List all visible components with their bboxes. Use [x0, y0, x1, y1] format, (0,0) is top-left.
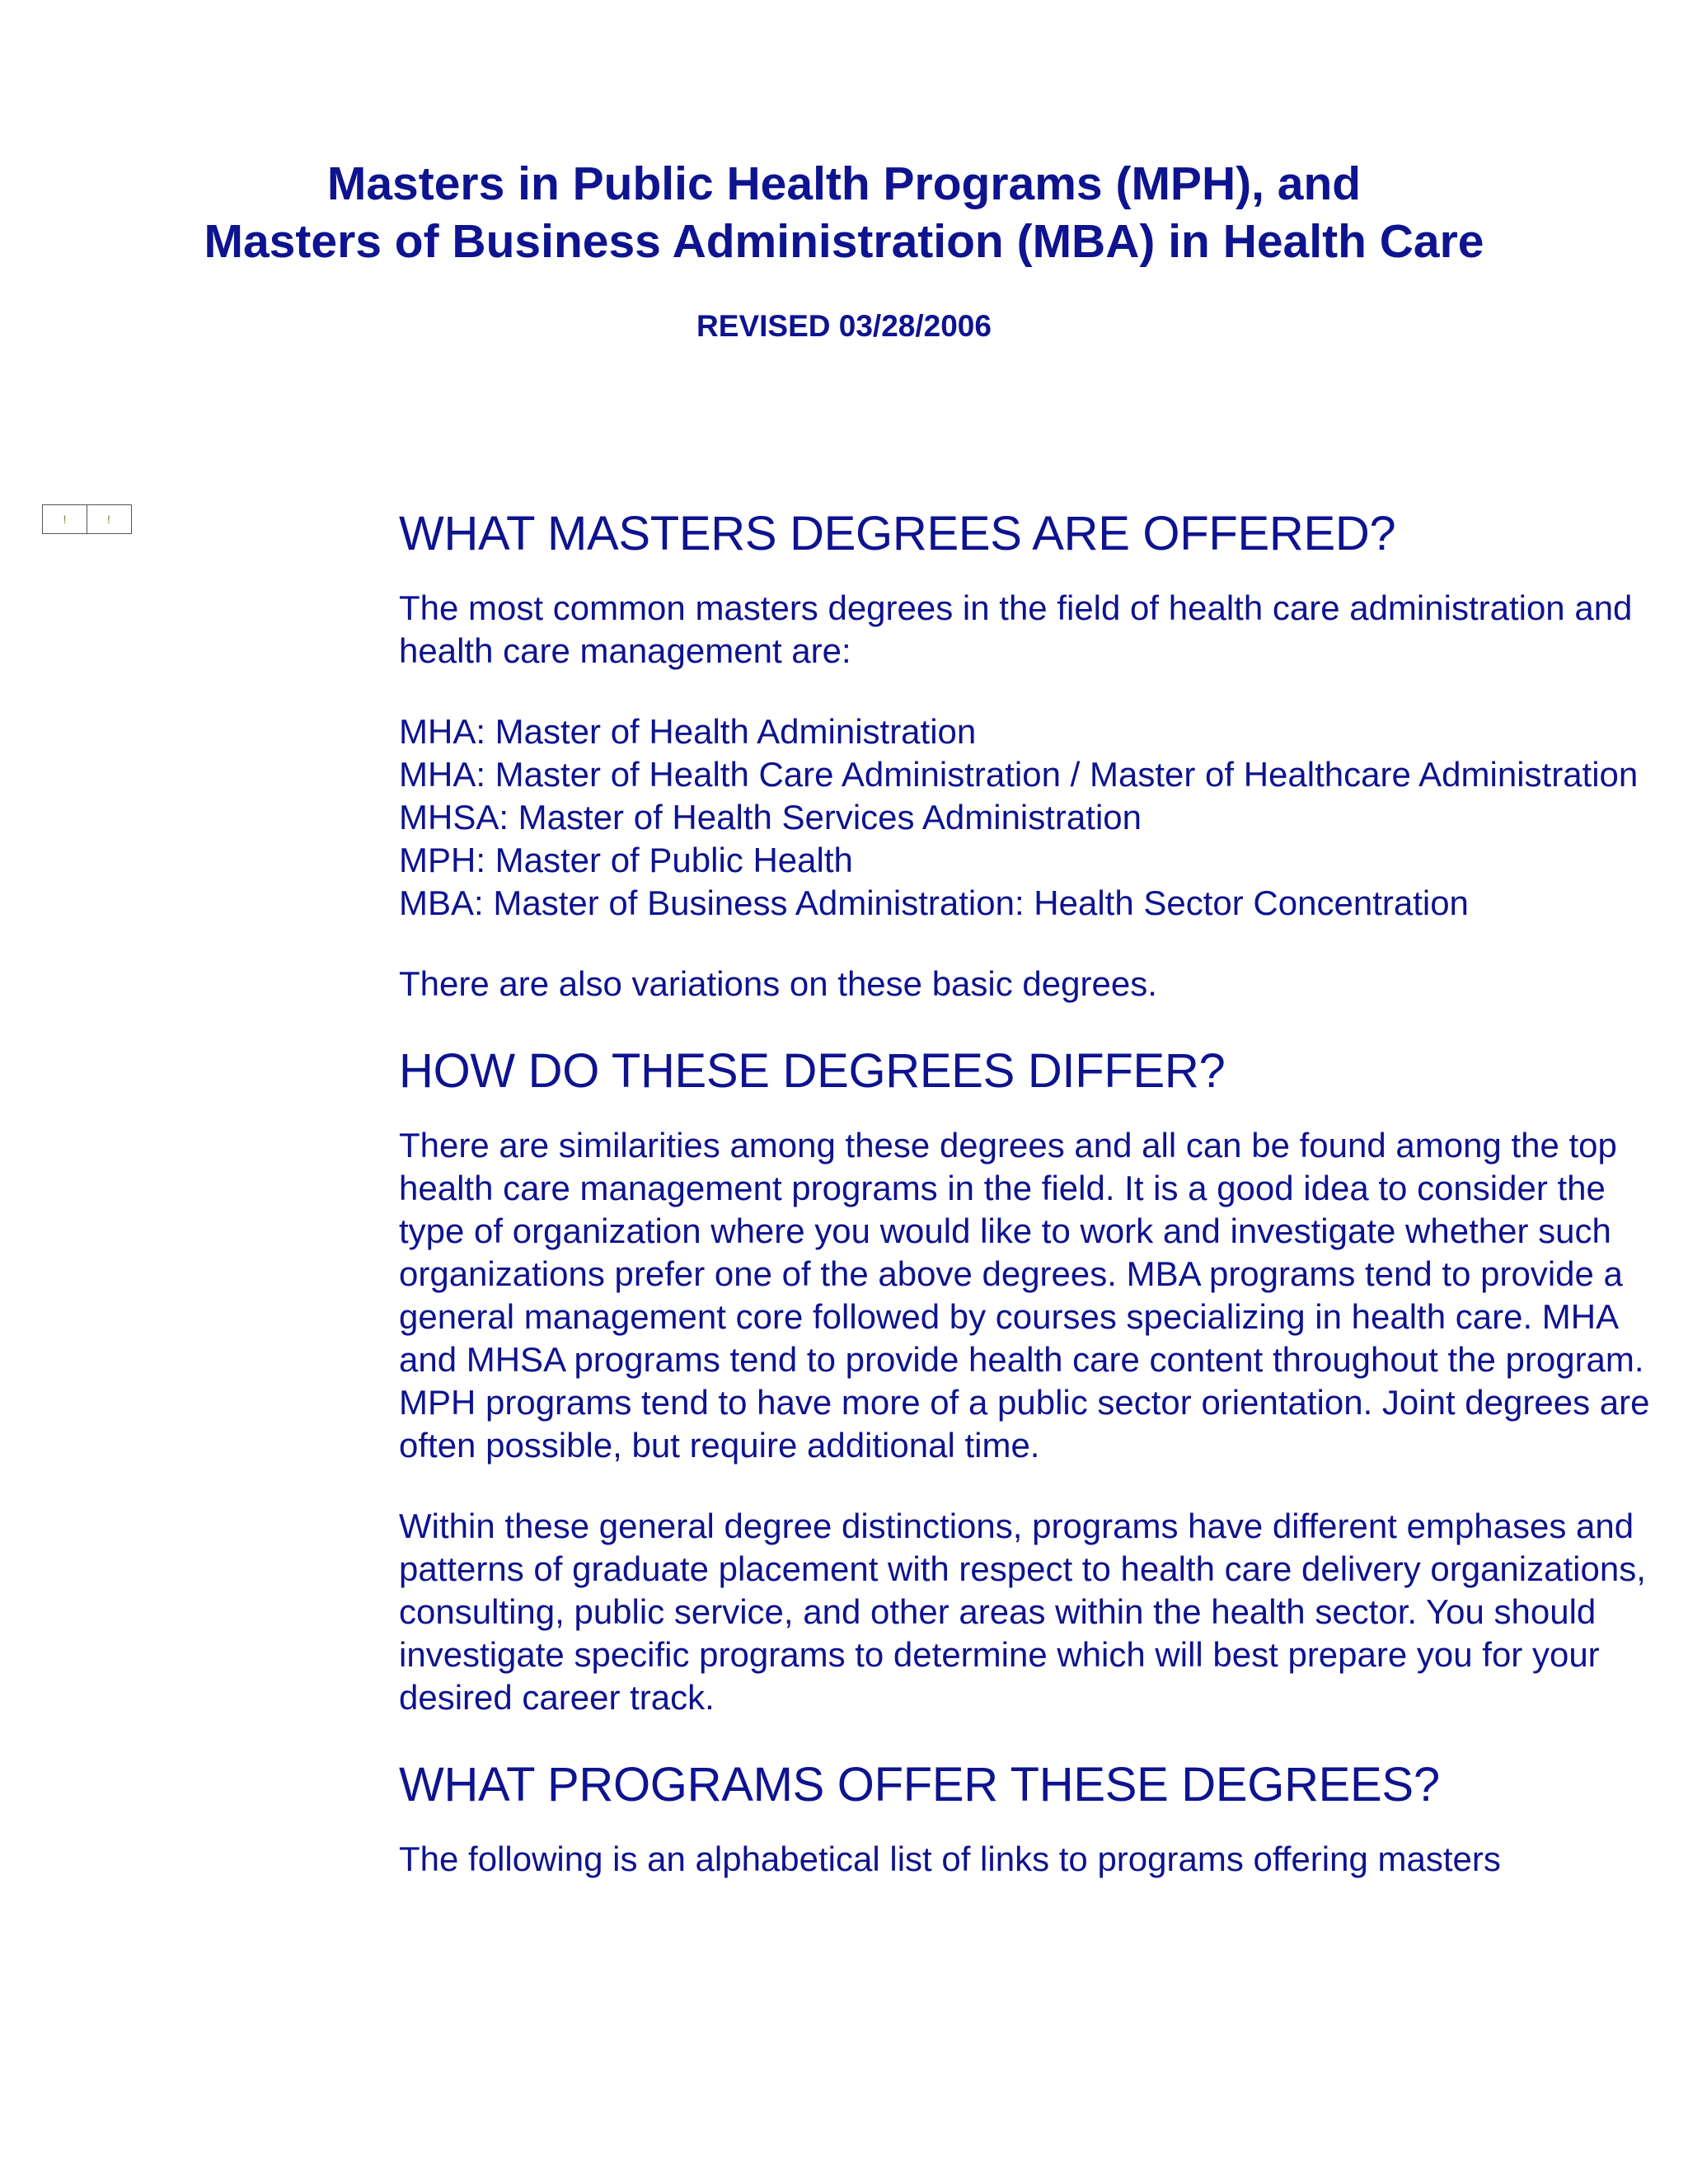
list-item: MHSA: Master of Health Services Administration [399, 798, 1142, 837]
nav-frame-boxes [42, 504, 130, 534]
degrees-closing-paragraph: There are also variations on these basic degrees. [399, 964, 1157, 1003]
section-heading-programs-offer: WHAT PROGRAMS OFFER THESE DEGREES? [399, 1758, 1440, 1811]
nav-box-right[interactable]: ! [87, 504, 132, 534]
degrees-differ-paragraph-1: There are similarities among these degrees and all can be found among the top health care management programs in the field. It is a good idea to consider the type of organization where you would like to work and investigate whether such organizations prefer one of the above degrees. MBA programs tend to provide a general management core followed by courses specializing in health care. MHA and MHSA programs tend to provide health care content throughout the program. MPH programs tend to have more of a public sector orientation. Joint degrees are often possible, but require additional time. [399, 1126, 1650, 1465]
list-item: MBA: Master of Business Administration: Health Sector Concentration [399, 883, 1469, 922]
page-title-line-1: Masters in Public Health Programs (MPH), and [326, 157, 1362, 210]
revised-date: REVISED 03/28/2006 [696, 309, 992, 343]
list-item: MPH: Master of Public Health [399, 841, 853, 879]
page-title-line-2: Masters of Business Administration (MBA) in Health Care [204, 215, 1484, 268]
programs-offer-paragraph-1: The following is an alphabetical list of links to programs offering masters [399, 1840, 1501, 1878]
main-content [399, 501, 1660, 1881]
degree-list [399, 710, 1660, 925]
nav-box-left[interactable]: ! [42, 504, 87, 534]
list-item: MHA: Master of Health Care Administration / Master of Healthcare Administration [399, 755, 1639, 794]
section-heading-degrees-differ: HOW DO THESE DEGREES DIFFER? [399, 1044, 1226, 1098]
degrees-intro-paragraph: The most common masters degrees in the field of health care administration and health care management are: [399, 588, 1633, 670]
document-header [0, 155, 1688, 270]
section-heading-degrees-offered: WHAT MASTERS DEGREES ARE OFFERED? [399, 507, 1396, 560]
list-item: MHA: Master of Health Administration [399, 712, 977, 751]
degrees-differ-paragraph-2: Within these general degree distinctions, programs have different emphases and patterns of graduate placement with respect to health care delivery organizations, consulting, public service, and other areas within the health sector. You should investigate specific programs to determine which will best prepare you for your desired career track. [399, 1507, 1646, 1717]
